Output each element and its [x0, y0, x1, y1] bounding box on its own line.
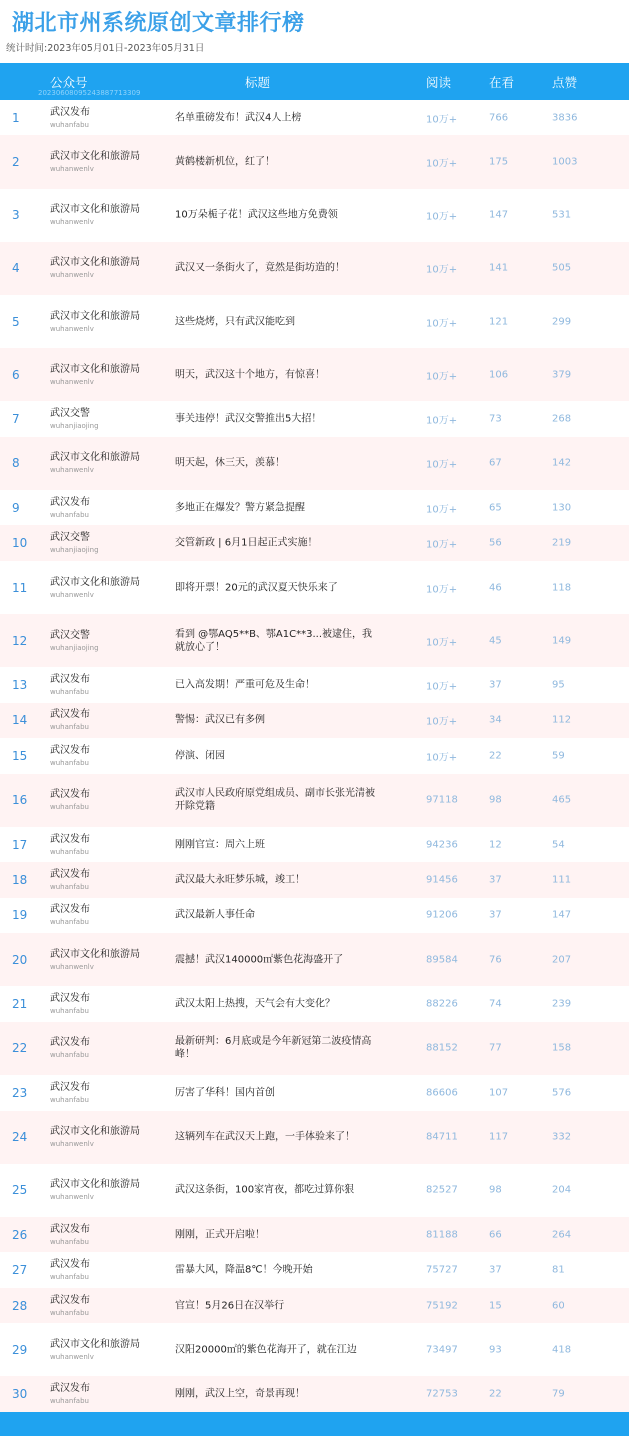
account-cell[interactable]	[50, 1036, 150, 1060]
watching-count: 98	[489, 1184, 502, 1196]
account-cell[interactable]	[50, 451, 150, 475]
like-count: 239	[552, 998, 572, 1010]
rank-number: 14	[12, 713, 28, 728]
account-id: wuhanwenlv	[50, 324, 94, 333]
table-row[interactable]	[0, 561, 629, 614]
footer-bar	[0, 1412, 629, 1436]
rank-number: 28	[12, 1298, 28, 1313]
table-header	[0, 63, 629, 100]
account-id: wuhanfabu	[50, 803, 89, 812]
watching-count: 12	[489, 839, 502, 851]
rank-number: 3	[12, 208, 20, 223]
read-count: 10万+	[426, 371, 458, 383]
table-row[interactable]	[0, 667, 629, 702]
article-title-link[interactable]: 名单重磅发布！武汉4人上榜	[175, 112, 302, 124]
rank-number: 25	[12, 1183, 28, 1198]
watching-count: 117	[489, 1131, 509, 1143]
account-name[interactable]: 武汉发布	[50, 1383, 90, 1395]
account-cell[interactable]	[50, 496, 150, 520]
account-cell[interactable]	[50, 1178, 150, 1202]
account-id: wuhanwenlv	[50, 1140, 94, 1149]
header-watermark: 20230608095243887713309	[38, 89, 141, 97]
watching-count: 22	[489, 1388, 502, 1400]
watching-count: 141	[489, 262, 509, 274]
watching-count: 45	[489, 635, 502, 647]
like-count: 219	[552, 537, 572, 549]
column-header-title: 标题	[245, 75, 271, 90]
like-count: 54	[552, 839, 565, 851]
watching-count: 76	[489, 954, 502, 966]
account-id: wuhanfabu	[50, 1051, 89, 1060]
read-count: 75727	[426, 1264, 458, 1276]
article-title-link[interactable]: 交管新政 | 6月1日起正式实施！	[175, 537, 318, 549]
account-name[interactable]: 武汉发布	[50, 1081, 90, 1093]
rank-number: 18	[12, 873, 28, 888]
like-count: 204	[552, 1184, 572, 1196]
table-row[interactable]	[0, 1217, 629, 1252]
article-title-link[interactable]: 刚刚官宣：周六上班	[175, 839, 265, 851]
like-count: 95	[552, 679, 565, 691]
rank-number: 22	[12, 1041, 28, 1056]
read-count: 10万+	[426, 459, 458, 471]
account-name[interactable]: 武汉发布	[50, 674, 90, 686]
watching-count: 147	[489, 209, 509, 221]
like-count: 79	[552, 1388, 565, 1400]
table-row[interactable]	[0, 348, 629, 401]
read-count: 72753	[426, 1388, 458, 1400]
table-row[interactable]	[0, 774, 629, 827]
account-name[interactable]: 武汉发布	[50, 106, 90, 118]
like-count: 264	[552, 1229, 572, 1241]
account-cell[interactable]	[50, 576, 150, 600]
like-count: 465	[552, 794, 572, 806]
read-count: 91206	[426, 909, 458, 921]
account-id: wuhanfabu	[50, 1095, 89, 1104]
rank-number: 6	[12, 367, 20, 382]
account-cell[interactable]	[50, 992, 150, 1016]
article-title-link[interactable]: 刚刚，正式开启啦！	[175, 1229, 265, 1241]
account-name[interactable]: 武汉发布	[50, 496, 90, 508]
watching-count: 175	[489, 156, 509, 168]
read-count: 84711	[426, 1131, 458, 1143]
account-id: wuhanfabu	[50, 918, 89, 927]
table-row[interactable]	[0, 1252, 629, 1287]
rank-number: 24	[12, 1130, 28, 1145]
watching-count: 107	[489, 1087, 509, 1099]
account-cell[interactable]	[50, 150, 150, 174]
account-id: wuhanfabu	[50, 510, 89, 519]
like-count: 299	[552, 316, 572, 328]
rank-number: 15	[12, 748, 28, 763]
read-count: 73497	[426, 1344, 458, 1356]
watching-count: 106	[489, 369, 509, 381]
table-row[interactable]	[0, 1075, 629, 1110]
account-id: wuhanfabu	[50, 688, 89, 697]
account-id: wuhanfabu	[50, 1237, 89, 1246]
table-row[interactable]	[0, 135, 629, 188]
like-count: 111	[552, 874, 572, 886]
like-count: 158	[552, 1042, 572, 1054]
account-name[interactable]: 武汉市文化和旅游局	[50, 576, 140, 588]
like-count: 332	[552, 1131, 572, 1143]
rank-number: 4	[12, 261, 20, 276]
article-title-link[interactable]: 汉阳20000㎡的紫色花海开了，就在江边	[175, 1344, 357, 1356]
account-cell[interactable]	[50, 948, 150, 972]
account-id: wuhanjiaojing	[50, 546, 99, 555]
table-row[interactable]	[0, 827, 629, 862]
article-title-link[interactable]: 事关违停！武汉交警推出5大招！	[175, 413, 322, 425]
account-cell[interactable]	[50, 673, 150, 697]
watching-count: 73	[489, 413, 502, 425]
account-cell[interactable]	[50, 788, 150, 812]
read-count: 10万+	[426, 504, 458, 516]
account-cell[interactable]	[50, 1258, 150, 1282]
table-row[interactable]	[0, 862, 629, 897]
table-row[interactable]	[0, 986, 629, 1021]
account-id: wuhanwenlv	[50, 962, 94, 971]
rank-number: 5	[12, 314, 20, 329]
account-name[interactable]: 武汉发布	[50, 1223, 90, 1235]
article-title-link[interactable]: 武汉最新人事任命	[175, 909, 255, 921]
article-title-link[interactable]: 刚刚，武汉上空，奇景再现！	[175, 1388, 305, 1400]
account-id: wuhanfabu	[50, 847, 89, 856]
table-row[interactable]	[0, 295, 629, 348]
like-count: 112	[552, 714, 572, 726]
table-row[interactable]	[0, 525, 629, 560]
read-count: 89584	[426, 954, 458, 966]
read-count: 10万+	[426, 415, 458, 427]
watching-count: 46	[489, 582, 502, 594]
article-title-link[interactable]: 武汉这条街，100家宵夜，都吃过算你狠	[175, 1184, 355, 1196]
account-id: wuhanwenlv	[50, 218, 94, 227]
read-count: 10万+	[426, 158, 458, 170]
page-header	[0, 0, 629, 63]
article-title-link[interactable]: 即将开票！20元的武汉夏天快乐来了	[175, 582, 338, 594]
column-header-reads: 阅读	[426, 75, 452, 90]
account-id: wuhanfabu	[50, 723, 89, 732]
rank-number: 20	[12, 952, 28, 967]
like-count: 3836	[552, 112, 578, 124]
article-title-link[interactable]: 明天，武汉这十个地方，有惊喜！	[175, 369, 325, 381]
column-header-watching: 在看	[489, 75, 515, 90]
rank-number: 19	[12, 908, 28, 923]
account-name[interactable]: 武汉市文化和旅游局	[50, 1338, 140, 1350]
read-count: 10万+	[426, 211, 458, 223]
watching-count: 67	[489, 457, 502, 469]
read-count: 88226	[426, 998, 458, 1010]
column-header-likes: 点赞	[552, 75, 578, 90]
read-count: 82527	[426, 1184, 458, 1196]
like-count: 142	[552, 457, 572, 469]
table-row[interactable]	[0, 898, 629, 933]
account-id: wuhanfabu	[50, 1007, 89, 1016]
watching-count: 22	[489, 750, 502, 762]
rank-number: 16	[12, 793, 28, 808]
account-cell[interactable]	[50, 363, 150, 387]
like-count: 59	[552, 750, 565, 762]
article-title-link[interactable]: 多地正在爆发？警方紧急提醒	[175, 502, 305, 514]
read-count: 91456	[426, 874, 458, 886]
article-title-link[interactable]: 雷暴大风，降温8℃！今晚开始	[175, 1264, 313, 1276]
account-cell[interactable]	[50, 531, 150, 555]
account-name[interactable]: 武汉交警	[50, 532, 90, 544]
account-cell[interactable]	[50, 708, 150, 732]
account-id: wuhanjiaojing	[50, 422, 99, 431]
account-name[interactable]: 武汉市文化和旅游局	[50, 204, 140, 216]
account-name[interactable]: 武汉市文化和旅游局	[50, 310, 140, 322]
like-count: 60	[552, 1300, 565, 1311]
account-cell[interactable]	[50, 903, 150, 927]
watching-count: 34	[489, 714, 502, 726]
table-row[interactable]	[0, 242, 629, 295]
account-name[interactable]: 武汉发布	[50, 904, 90, 916]
table-row[interactable]	[0, 1288, 629, 1323]
like-count: 118	[552, 582, 572, 594]
read-count: 97118	[426, 794, 458, 806]
read-count: 88152	[426, 1042, 458, 1054]
account-cell[interactable]	[50, 1382, 150, 1406]
rank-number: 27	[12, 1263, 28, 1278]
like-count: 418	[552, 1344, 572, 1356]
watching-count: 37	[489, 909, 502, 921]
account-cell[interactable]	[50, 744, 150, 768]
account-id: wuhanfabu	[50, 883, 89, 892]
ranking-table-body	[0, 100, 629, 1412]
rank-number: 21	[12, 997, 28, 1012]
article-title-link[interactable]: 武汉太阳上热搜，天气会有大变化？	[175, 998, 335, 1010]
rank-number: 2	[12, 155, 20, 170]
account-id: wuhanwenlv	[50, 1352, 94, 1361]
like-count: 505	[552, 262, 572, 274]
account-id: wuhanwenlv	[50, 590, 94, 599]
table-row[interactable]	[0, 437, 629, 490]
rank-number: 23	[12, 1085, 28, 1100]
read-count: 86606	[426, 1087, 458, 1099]
account-cell[interactable]	[50, 310, 150, 334]
article-title-link[interactable]: 明天起，休三天，羡慕！	[175, 457, 285, 469]
article-title-link[interactable]: 武汉市人民政府原党组成员、副市长张光清被开除党籍	[175, 788, 375, 813]
article-title-link[interactable]: 官宣！5月26日在汉举行	[175, 1300, 285, 1311]
like-count: 1003	[552, 156, 578, 168]
account-cell[interactable]	[50, 868, 150, 892]
account-name[interactable]: 武汉市文化和旅游局	[50, 363, 140, 375]
account-name[interactable]: 武汉发布	[50, 869, 90, 881]
account-name[interactable]: 武汉市文化和旅游局	[50, 257, 140, 269]
article-title-link[interactable]: 武汉最大永旺梦乐城，竣工！	[175, 874, 305, 886]
table-row[interactable]	[0, 1022, 629, 1075]
watching-count: 66	[489, 1229, 502, 1241]
account-id: wuhanfabu	[50, 758, 89, 767]
watching-count: 766	[489, 112, 509, 124]
article-title-link[interactable]: 武汉又一条街火了，竟然是街坊造的！	[175, 262, 345, 274]
watching-count: 98	[489, 794, 502, 806]
account-id: wuhanwenlv	[50, 466, 94, 475]
account-name[interactable]: 武汉交警	[50, 629, 90, 641]
account-cell[interactable]	[50, 629, 150, 653]
rank-number: 17	[12, 837, 28, 852]
read-count: 10万+	[426, 681, 458, 693]
account-id: wuhanwenlv	[50, 377, 94, 386]
like-count: 207	[552, 954, 572, 966]
rank-number: 26	[12, 1227, 28, 1242]
table-row[interactable]	[0, 401, 629, 436]
account-name[interactable]: 武汉发布	[50, 789, 90, 801]
account-name[interactable]: 武汉发布	[50, 1294, 90, 1306]
article-title-link[interactable]: 这些烧烤，只有武汉能吃到	[175, 316, 295, 328]
account-cell[interactable]	[50, 203, 150, 227]
account-name[interactable]: 武汉市文化和旅游局	[50, 948, 140, 960]
like-count: 147	[552, 909, 572, 921]
like-count: 379	[552, 369, 572, 381]
rank-number: 12	[12, 633, 28, 648]
account-name[interactable]: 武汉发布	[50, 709, 90, 721]
rank-number: 1	[12, 110, 20, 125]
article-title-link[interactable]: 已入高发期！严重可危及生命！	[175, 679, 315, 691]
like-count: 149	[552, 635, 572, 647]
account-cell[interactable]	[50, 833, 150, 857]
account-cell[interactable]	[50, 1223, 150, 1247]
table-row[interactable]	[0, 100, 629, 135]
account-name[interactable]: 武汉发布	[50, 1037, 90, 1049]
account-name[interactable]: 武汉发布	[50, 833, 90, 845]
table-row[interactable]	[0, 189, 629, 242]
account-cell[interactable]	[50, 1338, 150, 1362]
table-row[interactable]	[0, 490, 629, 525]
page-title: 湖北市州系统原创文章排行榜	[12, 11, 305, 36]
like-count: 81	[552, 1264, 565, 1276]
watching-count: 93	[489, 1344, 502, 1356]
account-name[interactable]: 武汉交警	[50, 408, 90, 420]
account-id: wuhanfabu	[50, 1397, 89, 1406]
table-row[interactable]	[0, 1111, 629, 1164]
account-id: wuhanwenlv	[50, 165, 94, 174]
article-title-link[interactable]: 看到 @鄂AQ5**B、鄂A1C**3...被逮住，我就放心了！	[175, 628, 373, 653]
column-header-account: 公众号	[50, 75, 88, 90]
watching-count: 37	[489, 679, 502, 691]
table-row[interactable]	[0, 738, 629, 773]
table-row[interactable]	[0, 703, 629, 738]
watching-count: 74	[489, 998, 502, 1010]
like-count: 576	[552, 1087, 572, 1099]
table-row[interactable]	[0, 614, 629, 667]
read-count: 10万+	[426, 584, 458, 596]
rank-number: 10	[12, 536, 28, 551]
account-cell[interactable]	[50, 407, 150, 431]
watching-count: 15	[489, 1300, 502, 1311]
article-title-link[interactable]: 10万朵栀子花！武汉这些地方免费领	[175, 209, 338, 221]
rank-number: 7	[12, 412, 20, 427]
account-id: wuhanfabu	[50, 1273, 89, 1282]
account-id: wuhanfabu	[50, 120, 89, 129]
like-count: 130	[552, 502, 572, 514]
read-count: 10万+	[426, 539, 458, 551]
read-count: 75192	[426, 1300, 458, 1311]
account-cell[interactable]	[50, 256, 150, 280]
account-name[interactable]: 武汉市文化和旅游局	[50, 1126, 140, 1138]
account-name[interactable]: 武汉市文化和旅游局	[50, 452, 140, 464]
read-count: 10万+	[426, 318, 458, 330]
account-name[interactable]: 武汉发布	[50, 744, 90, 756]
watching-count: 37	[489, 1264, 502, 1276]
rank-number: 8	[12, 456, 20, 471]
account-cell[interactable]	[50, 1125, 150, 1149]
article-title-link[interactable]: 警惕：武汉已有多例	[175, 714, 265, 726]
read-count: 94236	[426, 839, 458, 851]
watching-count: 37	[489, 874, 502, 886]
read-count: 81188	[426, 1229, 458, 1241]
watching-count: 121	[489, 316, 509, 328]
watching-count: 56	[489, 537, 502, 549]
table-row[interactable]	[0, 1376, 629, 1411]
like-count: 531	[552, 209, 572, 221]
account-name[interactable]: 武汉市文化和旅游局	[50, 151, 140, 163]
article-title-link[interactable]: 厉害了华科！国内首创	[175, 1087, 275, 1099]
rank-number: 11	[12, 580, 28, 595]
article-title-link[interactable]: 停演、闭园	[175, 750, 225, 762]
watching-count: 77	[489, 1042, 502, 1054]
article-title-link[interactable]: 黄鹤楼新机位，红了！	[175, 156, 275, 168]
account-id: wuhanjiaojing	[50, 643, 99, 652]
table-row[interactable]	[0, 1164, 629, 1217]
rank-number: 30	[12, 1387, 28, 1402]
read-count: 10万+	[426, 637, 458, 649]
account-name[interactable]: 武汉发布	[50, 1259, 90, 1271]
account-cell[interactable]	[50, 106, 150, 130]
rank-number: 13	[12, 678, 28, 693]
account-cell[interactable]	[50, 1081, 150, 1105]
account-id: wuhanwenlv	[50, 1193, 94, 1202]
article-title-link[interactable]: 这辆列车在武汉天上跑，一手体验来了！	[175, 1131, 355, 1143]
article-title-link[interactable]: 震撼！武汉140000㎡紫色花海盛开了	[175, 954, 344, 966]
statistics-period: 统计时间:2023年05月01日-2023年05月31日	[6, 43, 205, 54]
table-row[interactable]	[0, 1323, 629, 1376]
account-name[interactable]: 武汉发布	[50, 993, 90, 1005]
read-count: 10万+	[426, 716, 458, 728]
like-count: 268	[552, 413, 572, 425]
read-count: 10万+	[426, 264, 458, 276]
account-id: wuhanfabu	[50, 1308, 89, 1317]
read-count: 10万+	[426, 752, 458, 764]
rank-number: 29	[12, 1342, 28, 1357]
article-title-link[interactable]: 最新研判：6月底或是今年新冠第二波疫情高峰！	[175, 1036, 372, 1061]
account-cell[interactable]	[50, 1294, 150, 1318]
account-id: wuhanwenlv	[50, 271, 94, 280]
rank-number: 9	[12, 500, 20, 515]
table-row[interactable]	[0, 933, 629, 986]
watching-count: 65	[489, 502, 502, 514]
read-count: 10万+	[426, 114, 458, 126]
account-name[interactable]: 武汉市文化和旅游局	[50, 1179, 140, 1191]
